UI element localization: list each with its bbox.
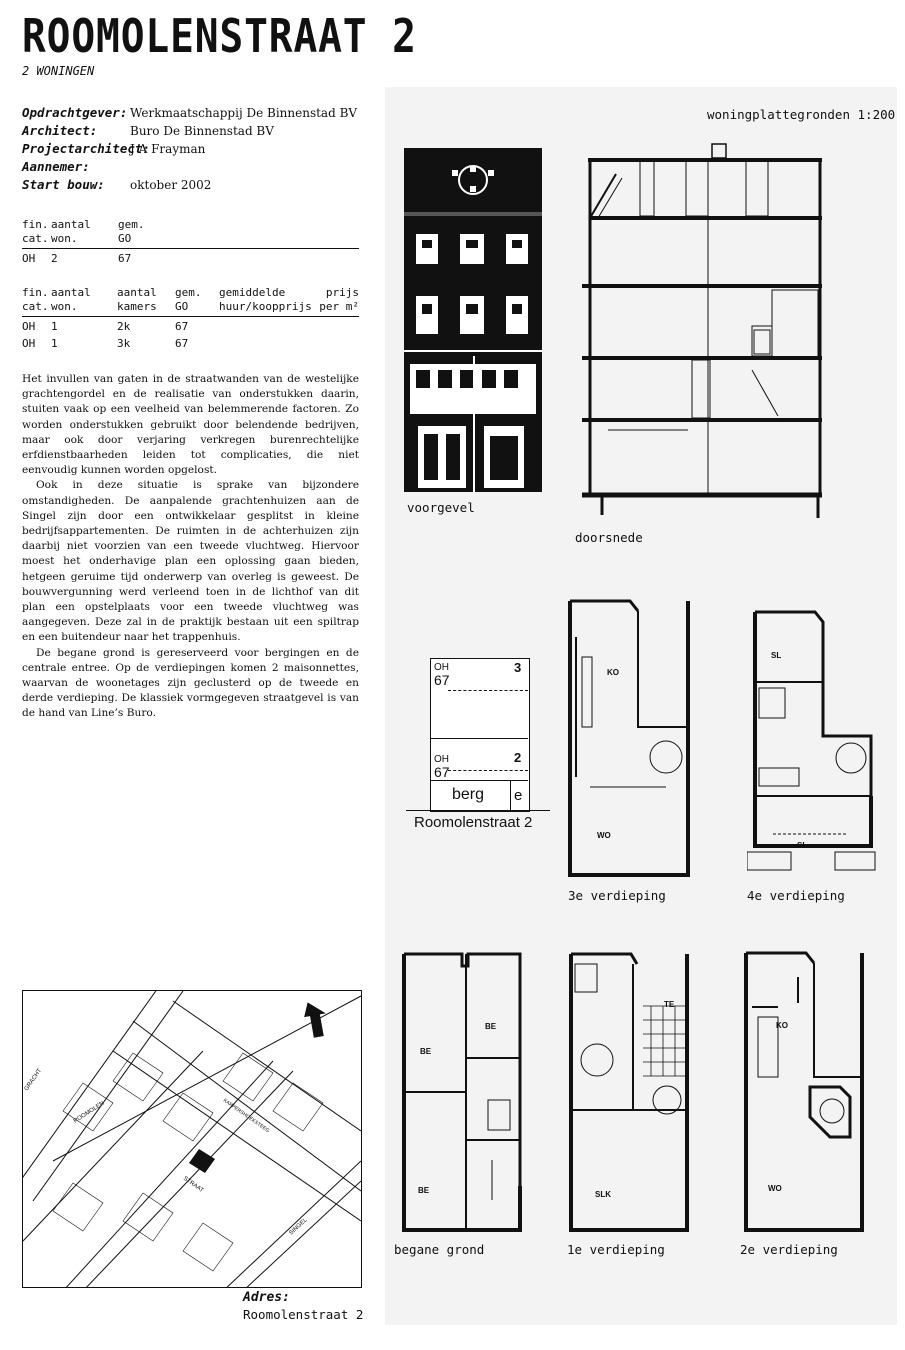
table-header: gemiddelde: [219, 286, 286, 299]
project-info: [22, 104, 357, 194]
table-cell: 1: [51, 320, 58, 333]
page-title: ROOMOLENSTRAAT 2: [22, 9, 417, 63]
table-header: cat.: [22, 300, 51, 317]
diagram-dash: [448, 690, 528, 691]
street-line: [406, 810, 550, 811]
map-street-label: SINGEL: [288, 1217, 309, 1237]
table-cell: OH: [22, 320, 36, 333]
floorplan-3e: [562, 597, 692, 880]
table-header: won.: [51, 300, 117, 317]
room-code: KO: [776, 1021, 788, 1030]
floorplan-2e: [738, 947, 868, 1234]
table-cell: 67: [118, 252, 132, 265]
section-drawing: [568, 140, 840, 525]
info-label: Architect:: [22, 123, 98, 138]
table-cell: [315, 334, 359, 351]
map-street-label: STRAAT: [181, 1175, 205, 1194]
map-drawing: [23, 991, 361, 1287]
room-code: TE: [664, 1000, 675, 1009]
housing-table-detail: [22, 286, 359, 351]
table-header: kamers: [117, 300, 175, 317]
body-text: [22, 372, 359, 722]
table-cell: [219, 317, 315, 335]
info-value: oktober 2002: [130, 178, 212, 192]
room-code: SLK: [595, 1190, 611, 1199]
table-header: gem.: [175, 286, 202, 299]
floor-label-3e: 3e verdieping: [568, 888, 666, 903]
address-label: Adres:: [243, 1290, 290, 1305]
table-row: [22, 334, 359, 351]
table-header: aantal: [117, 286, 157, 299]
table-header: huur/koopprijs: [219, 300, 315, 317]
diagram-divider: [430, 780, 528, 781]
info-value: Buro De Binnenstad BV: [130, 124, 274, 138]
facade-drawing: [402, 146, 544, 494]
info-value: J A Frayman: [130, 142, 206, 156]
table-cell: [219, 334, 315, 351]
info-label: Projectarchitect:: [22, 141, 150, 156]
room-code: BE: [418, 1186, 430, 1195]
table-header: cat.: [22, 232, 51, 249]
table-header: per m²: [315, 300, 359, 317]
unit-area: 67: [434, 764, 450, 780]
floorplan-4e: [747, 608, 879, 880]
unit-category: OH: [434, 754, 449, 765]
map-street-label: ROOMOLEN: [72, 1100, 106, 1125]
diagram-divider: [430, 738, 528, 739]
room-code: SL: [797, 841, 808, 850]
info-row-contractor: [22, 158, 357, 176]
paragraph: Ook in deze situatie is sprake van bijzondere omstandigheden. De aanpalende grachtenhuizen aan de Singel zijn door een ontwikkelaar gesplitst in kleine bedrijfsappartementen. De ruimten in de achterhuizen zijn daarbij niet voorzien van een tweede vluchtweg. Hiervoor moest het onderhavige plan een oplossing gaan bieden, hetgeen geruime tijd onderwerp van overleg is geweest. De bouwvergunning werd verleend toen in de lichthof van dit plan een opstelplaats voor een tweede vluchtweg was aangegeven. Deze zal in de praktijk bestaan uit een spiltrap en een buitendeur naar het trappenhuis.: [22, 479, 359, 644]
unit-number: 2: [514, 750, 522, 765]
scale-note: woningplattegronden 1:200: [707, 107, 896, 122]
storage-label: berg: [452, 786, 485, 803]
facade-label: voorgevel: [407, 500, 475, 515]
address-value: Roomolenstraat 2: [243, 1307, 364, 1322]
diagram-dash: [448, 770, 528, 771]
entrance-label: e: [514, 787, 523, 804]
street-label: Roomolenstraat 2: [414, 814, 533, 831]
info-label: Aannemer:: [22, 159, 90, 174]
table-cell: 67: [175, 320, 189, 333]
table-header: prijs: [325, 286, 359, 299]
map-street-label: KARPERSHOEKSTEEG: [221, 1097, 271, 1135]
table-cell: OH: [22, 252, 36, 265]
room-code: SL: [771, 651, 782, 660]
room-code: WO: [768, 1184, 782, 1193]
table-cell: 1: [51, 337, 58, 350]
room-code: KO: [607, 668, 619, 677]
info-row-client: [22, 104, 357, 122]
floor-label-2e: 2e verdieping: [740, 1242, 838, 1257]
table-header: fin.: [22, 218, 49, 231]
floor-label-1e: 1e verdieping: [567, 1242, 665, 1257]
floorplan-1e: [563, 950, 693, 1234]
floor-label-ground: begane grond: [394, 1242, 485, 1257]
table-header: aantal: [51, 286, 91, 299]
table-row: [22, 249, 359, 267]
paragraph: De begane grond is gereserveerd voor bergingen en de centrale entree. Op de verdiepingen komen 2 maisonnettes, waarvan de woonetages zijn geclusterd op de tweede en derde verdieping. De klassiek vormgegeven straatgevel is van de hand van Line’s Buro.: [22, 646, 359, 720]
map-street-label: GRACHT: [23, 1067, 44, 1093]
info-label: Start bouw:: [22, 177, 105, 192]
room-code: BE: [420, 1047, 432, 1056]
table-cell: [315, 317, 359, 335]
info-row-start: [22, 176, 357, 194]
diagram-divider: [510, 780, 511, 810]
page-subtitle: 2 WONINGEN: [22, 64, 95, 78]
table-cell: 2k: [117, 320, 131, 333]
table-header: aantal: [51, 218, 91, 231]
unit-diagram: [404, 656, 550, 836]
room-code: BE: [485, 1022, 497, 1031]
table-header: won.: [51, 232, 118, 249]
unit-category: OH: [434, 662, 449, 673]
unit-area: 67: [434, 672, 450, 688]
location-map: [22, 990, 362, 1288]
floorplan-ground: [396, 950, 524, 1234]
floor-label-4e: 4e verdieping: [747, 888, 845, 903]
table-header: fin.: [22, 286, 49, 299]
section-label: doorsnede: [575, 530, 643, 545]
info-label: Opdrachtgever:: [22, 105, 128, 120]
table-cell: 3k: [117, 337, 131, 350]
housing-table-summary: [22, 218, 359, 266]
paragraph: Het invullen van gaten in de straatwanden van de westelijke grachtengordel en de realisatie van onderstukken daarin, stuiten vaak op een veelheid van belemmerende factoren. Zo worden onderstukken gebruikt door belendende bedrijven, maar ook door verjaring verkregen burenrechtelijke erfdienstbaarheden leiden tot complicaties, die niet eenvoudig kunnen worden opgelost.: [22, 373, 359, 477]
table-cell: 67: [175, 337, 189, 350]
info-row-project-architect: [22, 140, 357, 158]
table-row: [22, 317, 359, 335]
table-header: GO: [175, 300, 219, 317]
table-cell: OH: [22, 337, 36, 350]
room-code: WO: [597, 831, 611, 840]
table-header: GO: [118, 232, 359, 249]
info-value: Werkmaatschappij De Binnenstad BV: [130, 106, 358, 120]
table-cell: 2: [51, 252, 58, 265]
unit-number: 3: [514, 660, 522, 675]
info-row-architect: [22, 122, 357, 140]
table-header: gem.: [118, 218, 145, 231]
